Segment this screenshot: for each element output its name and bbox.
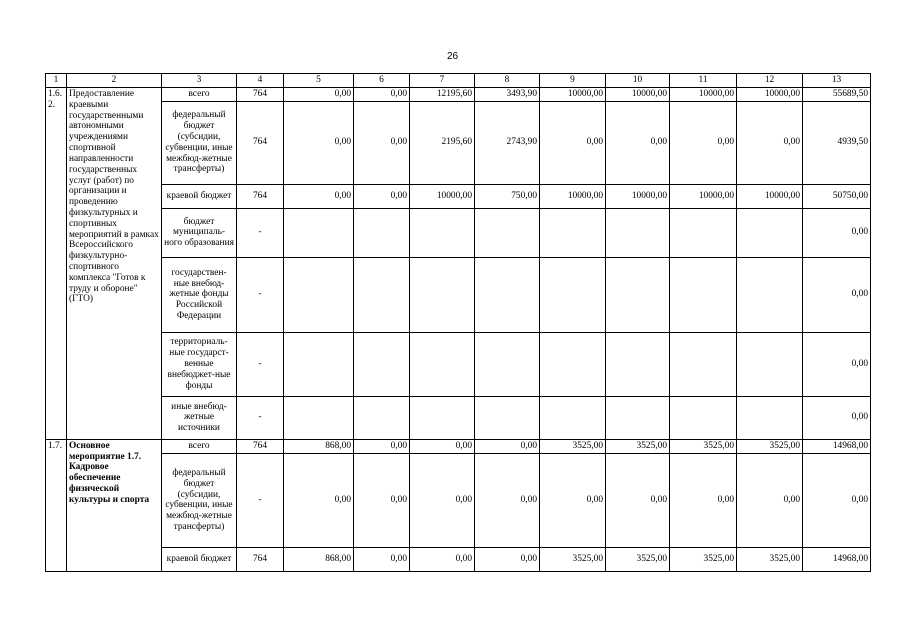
table-cell	[410, 208, 475, 257]
table-cell: 0,00	[540, 101, 606, 184]
table-row	[46, 332, 871, 396]
table-cell: 4939,50	[803, 101, 871, 184]
table-cell: 0,00	[670, 453, 737, 547]
column-header: 1	[46, 74, 67, 88]
table-cell: 764	[237, 547, 284, 571]
table-row	[46, 88, 871, 102]
table-cell	[670, 208, 737, 257]
table-cell	[354, 257, 410, 332]
table-cell: 50750,00	[803, 184, 871, 208]
table-cell	[410, 396, 475, 439]
table-cell: 0,00	[284, 101, 354, 184]
table-cell	[737, 208, 803, 257]
funding-source: иные внебюд-жетные источники	[162, 396, 237, 439]
table-cell	[606, 208, 670, 257]
table-cell: 2195,60	[410, 101, 475, 184]
table-cell: -	[237, 208, 284, 257]
section-name: Основное мероприятие 1.7. Кадровое обеспечение физической культуры и спорта	[67, 439, 162, 571]
table-cell: 0,00	[354, 439, 410, 453]
table-cell: 0,00	[354, 101, 410, 184]
funding-source: краевой бюджет	[162, 184, 237, 208]
table-cell	[354, 208, 410, 257]
table-row	[46, 453, 871, 547]
header-row	[46, 74, 871, 88]
table-cell	[354, 396, 410, 439]
funding-source: федеральный бюджет (субсидии, субвенции, иные межбюд-жетные трансферты)	[162, 101, 237, 184]
funding-source: федеральный бюджет (субсидии, субвенции, иные межбюд-жетные трансферты)	[162, 453, 237, 547]
table-cell: 0,00	[803, 396, 871, 439]
table-cell: 0,00	[803, 453, 871, 547]
column-header: 2	[67, 74, 162, 88]
column-header: 11	[670, 74, 737, 88]
table-cell: 10000,00	[737, 88, 803, 102]
column-header: 8	[475, 74, 540, 88]
table-cell: 3525,00	[737, 439, 803, 453]
table-cell: 0,00	[354, 184, 410, 208]
column-header: 10	[606, 74, 670, 88]
table-cell	[410, 332, 475, 396]
table-cell: 0,00	[354, 547, 410, 571]
table-row	[46, 439, 871, 453]
table-cell: -	[237, 396, 284, 439]
table-cell: 764	[237, 101, 284, 184]
budget-table	[45, 73, 871, 572]
table-cell: 0,00	[803, 208, 871, 257]
table-cell	[540, 257, 606, 332]
table-row	[46, 396, 871, 439]
table-cell: 868,00	[284, 439, 354, 453]
column-header: 4	[237, 74, 284, 88]
table-cell	[606, 396, 670, 439]
table-cell: 10000,00	[540, 184, 606, 208]
table-cell	[670, 332, 737, 396]
table-cell: 0,00	[354, 88, 410, 102]
table-cell: 0,00	[410, 547, 475, 571]
table-cell: 3525,00	[540, 439, 606, 453]
page-number: 26	[446, 51, 459, 62]
table-cell	[737, 396, 803, 439]
table-cell	[737, 257, 803, 332]
table-cell: 0,00	[670, 101, 737, 184]
funding-source: государствен-ные внебюд-жетные фонды Российской Федерации	[162, 257, 237, 332]
table-cell: 10000,00	[670, 184, 737, 208]
table-cell	[540, 332, 606, 396]
table-cell	[410, 257, 475, 332]
funding-source: территориаль-ные государст-венные внебюджет-ные фонды	[162, 332, 237, 396]
table-cell: 0,00	[737, 453, 803, 547]
table-cell: 3525,00	[606, 439, 670, 453]
table-cell: 0,00	[803, 332, 871, 396]
table-row	[46, 547, 871, 571]
table-cell: 2743,90	[475, 101, 540, 184]
table-cell	[606, 332, 670, 396]
table-cell: 10000,00	[737, 184, 803, 208]
table-cell	[475, 396, 540, 439]
table-cell: 750,00	[475, 184, 540, 208]
table-cell	[540, 208, 606, 257]
table-cell: 10000,00	[540, 88, 606, 102]
table-cell: 0,00	[606, 101, 670, 184]
table-cell	[670, 396, 737, 439]
table-cell	[540, 396, 606, 439]
table-row	[46, 208, 871, 257]
table-cell: 10000,00	[410, 184, 475, 208]
table-cell: 0,00	[284, 88, 354, 102]
table-cell: 0,00	[410, 439, 475, 453]
table-cell: 0,00	[540, 453, 606, 547]
table-cell: 0,00	[475, 439, 540, 453]
table-cell: 0,00	[737, 101, 803, 184]
table-cell: -	[237, 332, 284, 396]
table-cell: 3525,00	[606, 547, 670, 571]
table-cell: 0,00	[284, 184, 354, 208]
table-cell: 764	[237, 184, 284, 208]
table-cell	[284, 396, 354, 439]
funding-source: краевой бюджет	[162, 547, 237, 571]
table-cell: 0,00	[803, 257, 871, 332]
table-cell: 868,00	[284, 547, 354, 571]
column-header: 5	[284, 74, 354, 88]
column-header: 6	[354, 74, 410, 88]
table-cell: 0,00	[475, 453, 540, 547]
table-cell	[354, 332, 410, 396]
funding-source: бюджет муниципаль-ного образования	[162, 208, 237, 257]
table-cell: 3525,00	[540, 547, 606, 571]
column-header: 9	[540, 74, 606, 88]
table-cell: 0,00	[475, 547, 540, 571]
table-cell: 14968,00	[803, 547, 871, 571]
table-cell: 55689,50	[803, 88, 871, 102]
table-cell	[284, 208, 354, 257]
funding-source: всего	[162, 88, 237, 102]
table-cell: 0,00	[606, 453, 670, 547]
table-cell	[284, 257, 354, 332]
table-cell	[475, 208, 540, 257]
table-cell: 0,00	[284, 453, 354, 547]
table-cell: 10000,00	[606, 88, 670, 102]
table-cell: 0,00	[410, 453, 475, 547]
table-cell: 10000,00	[606, 184, 670, 208]
table-cell: 10000,00	[670, 88, 737, 102]
table-row	[46, 184, 871, 208]
column-header: 3	[162, 74, 237, 88]
table-cell: 14968,00	[803, 439, 871, 453]
table-cell	[606, 257, 670, 332]
section-number: 1.6. 2.	[46, 88, 67, 440]
table-cell	[670, 257, 737, 332]
table-cell: 3493,90	[475, 88, 540, 102]
table-cell	[284, 332, 354, 396]
table-cell: -	[237, 257, 284, 332]
column-header: 7	[410, 74, 475, 88]
table-cell: 764	[237, 439, 284, 453]
column-header: 12	[737, 74, 803, 88]
table-cell	[475, 332, 540, 396]
table-cell: 0,00	[354, 453, 410, 547]
table-cell: 3525,00	[670, 547, 737, 571]
table-cell: 3525,00	[737, 547, 803, 571]
table-cell: 3525,00	[670, 439, 737, 453]
table-cell: 764	[237, 88, 284, 102]
table-row	[46, 257, 871, 332]
table-cell	[737, 332, 803, 396]
table-cell: -	[237, 453, 284, 547]
table-row	[46, 101, 871, 184]
section-number: 1.7.	[46, 439, 67, 571]
section-name: Предоставление краевыми государственными автономными учреждениями спортивной направленности государственных услуг (работ) по организации и проведению физкультурных и спортивных мероприятий в рамках Всероссийского физкультурно-спортивного комплекса "Готов к труду и обороне" (ГТО)	[67, 88, 162, 440]
column-header: 13	[803, 74, 871, 88]
table-cell: 12195,60	[410, 88, 475, 102]
table-cell	[475, 257, 540, 332]
funding-source: всего	[162, 439, 237, 453]
